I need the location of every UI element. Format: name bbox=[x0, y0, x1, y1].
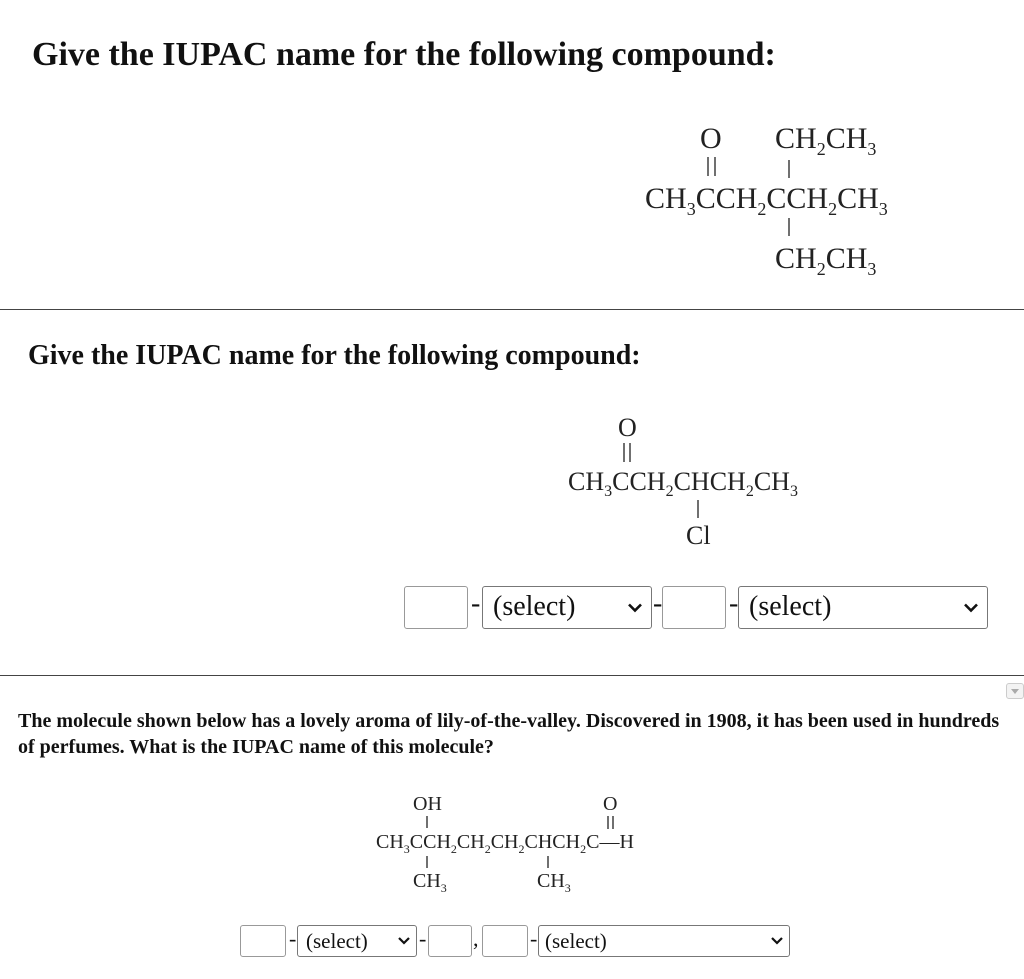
prefix-select-value: (select) bbox=[493, 591, 576, 622]
hyphen-separator: - bbox=[729, 588, 739, 619]
chevron-down-icon bbox=[627, 602, 643, 613]
main-chain: $CH_3CCH_2CCH_2CH_3$ bbox=[645, 182, 888, 219]
parent-name-select[interactable] bbox=[538, 925, 790, 957]
ethyl-substituent-bottom: $CH_2CH_3$ bbox=[775, 242, 877, 278]
hydroxyl-group: OH bbox=[413, 793, 442, 815]
carbonyl-oxygen: O bbox=[618, 413, 637, 442]
methyl-substituent-2: $CH_3$ bbox=[537, 870, 571, 895]
question-2-title: Give the IUPAC name for the following compound: bbox=[28, 340, 641, 371]
methyl-substituent-1: $CH_3$ bbox=[413, 870, 447, 895]
locant-input-2[interactable] bbox=[428, 925, 472, 957]
parent-name-select-value: (select) bbox=[545, 929, 607, 953]
chevron-down-icon bbox=[963, 602, 979, 613]
chevron-down-icon bbox=[398, 937, 410, 945]
hyphen-separator: - bbox=[471, 588, 481, 619]
parent-name-select[interactable] bbox=[738, 586, 988, 629]
comma-separator: , bbox=[473, 926, 479, 951]
parent-name-select-value: (select) bbox=[749, 591, 832, 622]
compound-1-structure bbox=[640, 118, 930, 278]
locant-input-1[interactable] bbox=[240, 925, 286, 957]
ethyl-substituent-top: $CH_2CH_3$ bbox=[775, 122, 877, 159]
hyphen-separator: - bbox=[419, 926, 427, 951]
substituent-select-value: (select) bbox=[306, 929, 368, 953]
scroll-down-arrow-icon[interactable] bbox=[1006, 683, 1024, 699]
chevron-down-icon bbox=[771, 937, 783, 945]
main-chain: $CH_3CCH_2CHCH_2CH_3$ bbox=[568, 467, 798, 500]
hyphen-separator: - bbox=[653, 588, 663, 619]
carbonyl-oxygen: O bbox=[700, 122, 722, 155]
prefix-select[interactable] bbox=[482, 586, 652, 629]
locant-input-3[interactable] bbox=[482, 925, 528, 957]
hyphen-separator: - bbox=[289, 926, 297, 951]
hyphen-separator: - bbox=[530, 926, 538, 951]
section-divider bbox=[0, 675, 1024, 676]
compound-3-structure bbox=[370, 788, 670, 898]
question-1-title: Give the IUPAC name for the following compound: bbox=[32, 36, 776, 73]
question-3-text: The molecule shown below has a lovely aroma of lily-of-the-valley. Discovered in 1908, it has been used in hundreds of perfumes. What is the IUPAC name of this molecule? bbox=[18, 710, 1000, 758]
main-chain: $CH_3CCH_2CH_2CH_2CHCH_2C—H$ bbox=[376, 831, 634, 856]
locant-input-2[interactable] bbox=[662, 586, 726, 629]
compound-2-structure bbox=[560, 408, 840, 550]
substituent-select[interactable] bbox=[297, 925, 417, 957]
section-divider bbox=[0, 309, 1024, 310]
locant-input-1[interactable] bbox=[404, 586, 468, 629]
carbonyl-oxygen: O bbox=[603, 793, 618, 815]
chloro-substituent: Cl bbox=[686, 521, 711, 550]
